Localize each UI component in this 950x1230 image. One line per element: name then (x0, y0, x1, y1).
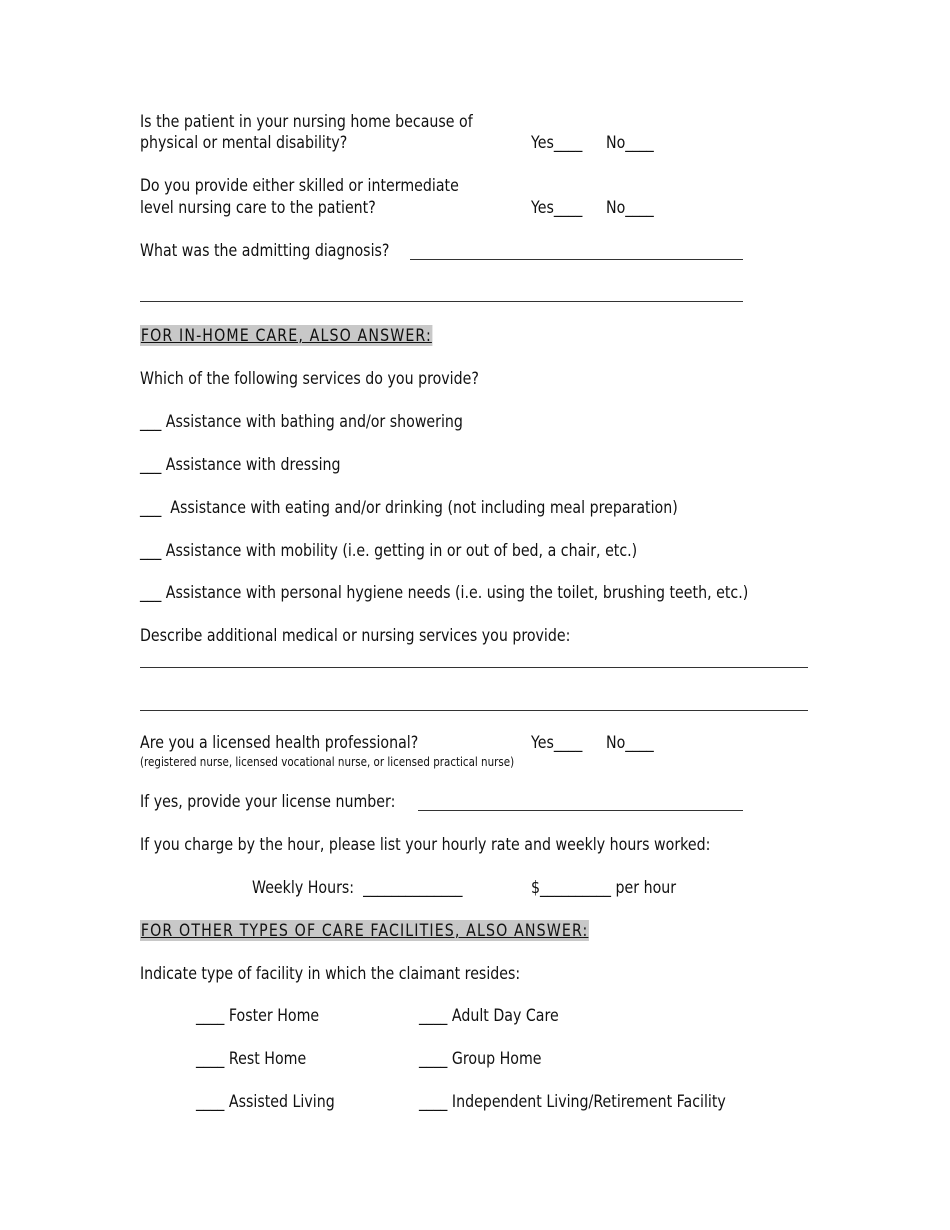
weekly-hours-field[interactable]: Weekly Hours: ______________ (252, 878, 463, 897)
licensed-no-blank[interactable]: No____ (606, 733, 654, 752)
facility-assisted-living[interactable]: ____ Assisted Living (196, 1092, 335, 1111)
licensed-note: (registered nurse, licensed vocational nurse, or licensed practical nurse) (140, 755, 515, 769)
service-item-hygiene[interactable]: ___ Assistance with personal hygiene needs (i.e. using the toilet, brushing teeth, etc.) (140, 583, 749, 602)
inhome-section-header: FOR IN-HOME CARE, ALSO ANSWER: (140, 326, 432, 345)
license-number-label: If yes, provide your license number: (140, 792, 396, 811)
licensed-question: Are you a licensed health professional? (140, 733, 419, 752)
license-number-field[interactable] (418, 810, 743, 811)
describe-services-field-line2[interactable] (140, 710, 808, 711)
hourly-question: If you charge by the hour, please list your hourly rate and weekly hours worked: (140, 835, 711, 854)
service-item-bathing[interactable]: ___ Assistance with bathing and/or showering (140, 412, 463, 431)
describe-services-label: Describe additional medical or nursing services you provide: (140, 626, 571, 645)
question-skilled-line1: Do you provide either skilled or intermediate (140, 176, 459, 195)
facility-adult-day-care[interactable]: ____ Adult Day Care (419, 1006, 559, 1025)
facility-rest-home[interactable]: ____ Rest Home (196, 1049, 307, 1068)
facility-independent-living[interactable]: ____ Independent Living/Retirement Facility (419, 1092, 726, 1111)
other-facilities-section-header: FOR OTHER TYPES OF CARE FACILITIES, ALSO ANSWER: (140, 921, 589, 940)
service-item-eating[interactable]: ___ Assistance with eating and/or drinking (not including meal preparation) (140, 498, 678, 517)
service-item-mobility[interactable]: ___ Assistance with mobility (i.e. getting in or out of bed, a chair, etc.) (140, 541, 638, 560)
licensed-yes-blank[interactable]: Yes____ (531, 733, 583, 752)
describe-services-field[interactable] (140, 667, 808, 668)
hourly-rate-field[interactable]: $__________ per hour (531, 878, 677, 897)
facility-foster-home[interactable]: ____ Foster Home (196, 1006, 320, 1025)
physical-no-blank[interactable]: No____ (606, 133, 654, 152)
skilled-yes-blank[interactable]: Yes____ (531, 198, 583, 217)
facility-type-question: Indicate type of facility in which the claimant resides: (140, 964, 521, 983)
question-skilled-line2: level nursing care to the patient? (140, 198, 376, 217)
question-physical-line1: Is the patient in your nursing home because of (140, 112, 473, 131)
physical-yes-blank[interactable]: Yes____ (531, 133, 583, 152)
skilled-no-blank[interactable]: No____ (606, 198, 654, 217)
diagnosis-label: What was the admitting diagnosis? (140, 241, 390, 260)
services-question: Which of the following services do you provide? (140, 369, 479, 388)
diagnosis-field-line2[interactable] (140, 301, 743, 302)
diagnosis-field[interactable] (410, 259, 743, 260)
question-physical-line2: physical or mental disability? (140, 133, 348, 152)
service-item-dressing[interactable]: ___ Assistance with dressing (140, 455, 341, 474)
facility-group-home[interactable]: ____ Group Home (419, 1049, 542, 1068)
